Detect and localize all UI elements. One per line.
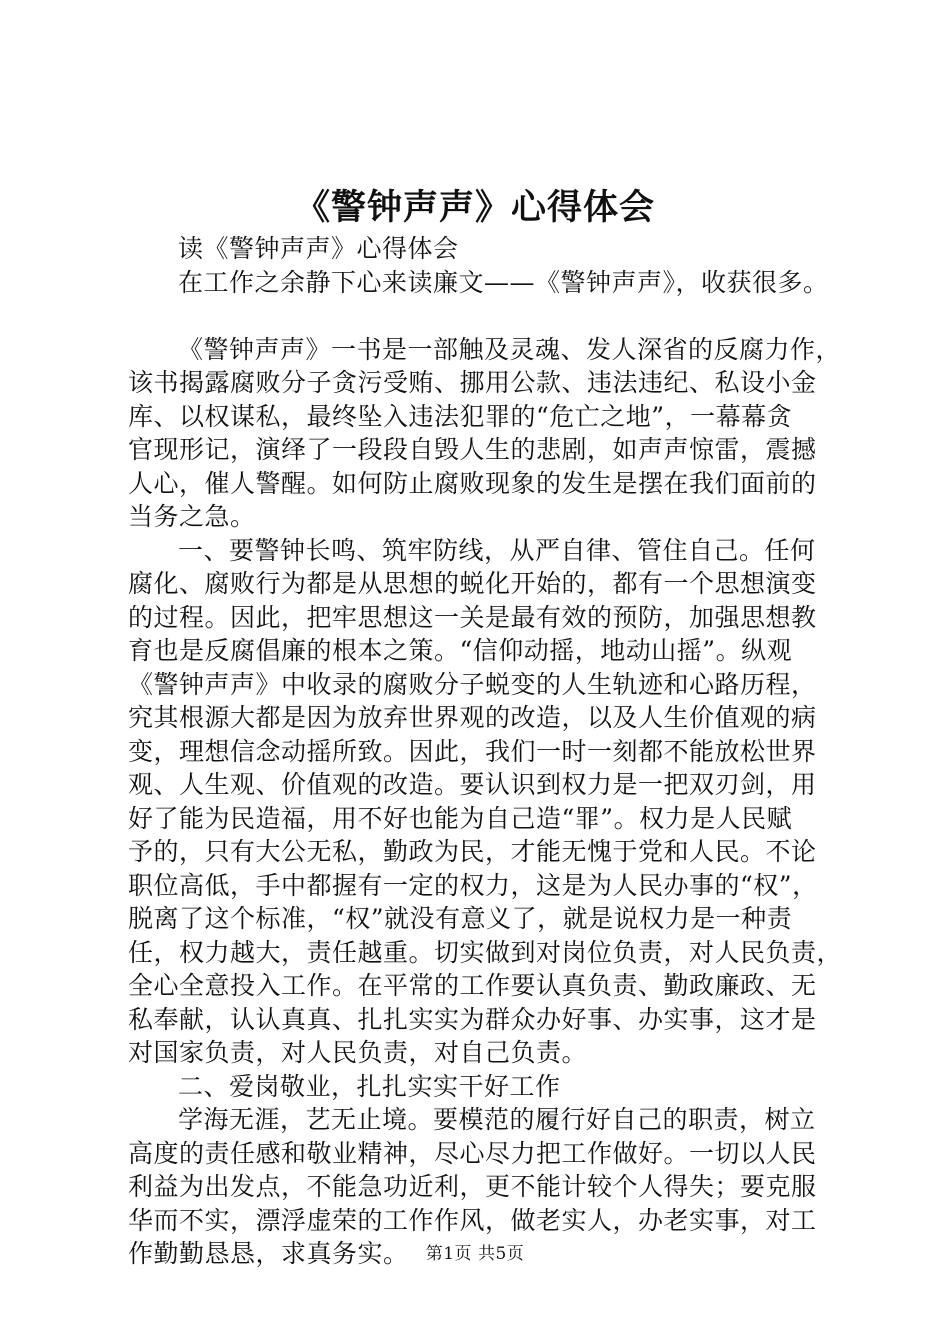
text-line: 一、要警钟长鸣、筑牢防线，从严自律、管住自己。任何 — [178, 535, 816, 565]
text-line: 育也是反腐倡廉的根本之策。“信仰动摇，地动山摇”。纵观 — [128, 636, 793, 665]
text-line: 观、人生观、价值观的改造。要认识到权力是一把双刃剑，用 — [128, 770, 817, 799]
text-line: 脱离了这个标准，“权”就没有意义了，就是说权力是一种责 — [128, 904, 793, 933]
text-line: 究其根源大都是因为放弃世界观的改造，以及人生价值观的病 — [128, 703, 817, 732]
document-body — [128, 232, 843, 1271]
text-line: 库、以权谋私，最终坠入违法犯罪的“危亡之地”，一幕幕贪 — [128, 401, 793, 431]
text-line: 华而不实，漂浮虚荣的工作作风，做老实人，办老实事，对工 — [128, 1205, 817, 1235]
text-line: 全心全意投入工作。在平常的工作要认真负责、勤政廉政、无 — [128, 971, 817, 1000]
text-line: 该书揭露腐败分子贪污受贿、挪用公款、违法违纪、私设小金 — [128, 368, 817, 397]
text-line: 《警钟声声》一书是一部触及灵魂、发人深省的反腐力作， — [178, 334, 842, 364]
text-line: 利益为出发点，不能急功近利，更不能计较个人得失；要克服 — [128, 1172, 817, 1201]
page-number-footer: 第1页 共5页 — [425, 1244, 525, 1264]
text-line: 在工作之余静下心来读廉文——《警钟声声》，收获很多。 — [178, 267, 829, 297]
page-title: 《警钟声声》心得体会 — [294, 187, 655, 228]
text-line: 变，理想信念动摇所致。因此，我们一时一刻都不能放松世界 — [128, 736, 817, 766]
text-line: 私奉献，认认真真、扎扎实实为群众办好事、办实事，这才是 — [128, 1004, 817, 1034]
text-line: 腐化、腐败行为都是从思想的蜕化开始的，都有一个思想演变 — [128, 569, 817, 598]
text-line: 二、爱岗敬业，扎扎实实干好工作 — [178, 1071, 561, 1101]
text-line: 学海无涯，艺无止境。要模范的履行好自己的职责，树立 — [178, 1105, 816, 1134]
text-line: 作勤勤恳恳，求真务实。 — [128, 1239, 409, 1268]
text-line: 对国家负责，对人民负责，对自己负责。 — [128, 1038, 588, 1067]
text-line: 《警钟声声》中收录的腐败分子蜕变的人生轨迹和心路历程， — [128, 669, 817, 699]
text-line: 好了能为民造福，用不好也能为自己造“罪”。权力是人民赋 — [128, 803, 793, 833]
text-line: 官现形记，演绎了一段段自毁人生的悲剧，如声声惊雷，震撼 — [128, 435, 817, 464]
text-line: 人心，催人警醒。如何防止腐败现象的发生是摆在我们面前的 — [128, 468, 817, 498]
text-line: 读《警钟声声》心得体会 — [178, 234, 459, 263]
text-line: 职位高低，手中都握有一定的权力，这是为人民办事的“权”， — [128, 870, 818, 900]
text-line: 的过程。因此，把牢思想这一关是最有效的预防，加强思想教 — [128, 602, 817, 632]
text-line: 予的，只有大公无私，勤政为民，才能无愧于党和人民。不论 — [128, 837, 817, 866]
text-line: 任，权力越大，责任越重。切实做到对岗位负责，对人民负责， — [128, 937, 843, 967]
blank-line — [128, 299, 840, 333]
text-line: 当务之急。 — [128, 502, 256, 531]
text-line: 高度的责任感和敬业精神，尽心尽力把工作做好。一切以人民 — [128, 1138, 817, 1168]
